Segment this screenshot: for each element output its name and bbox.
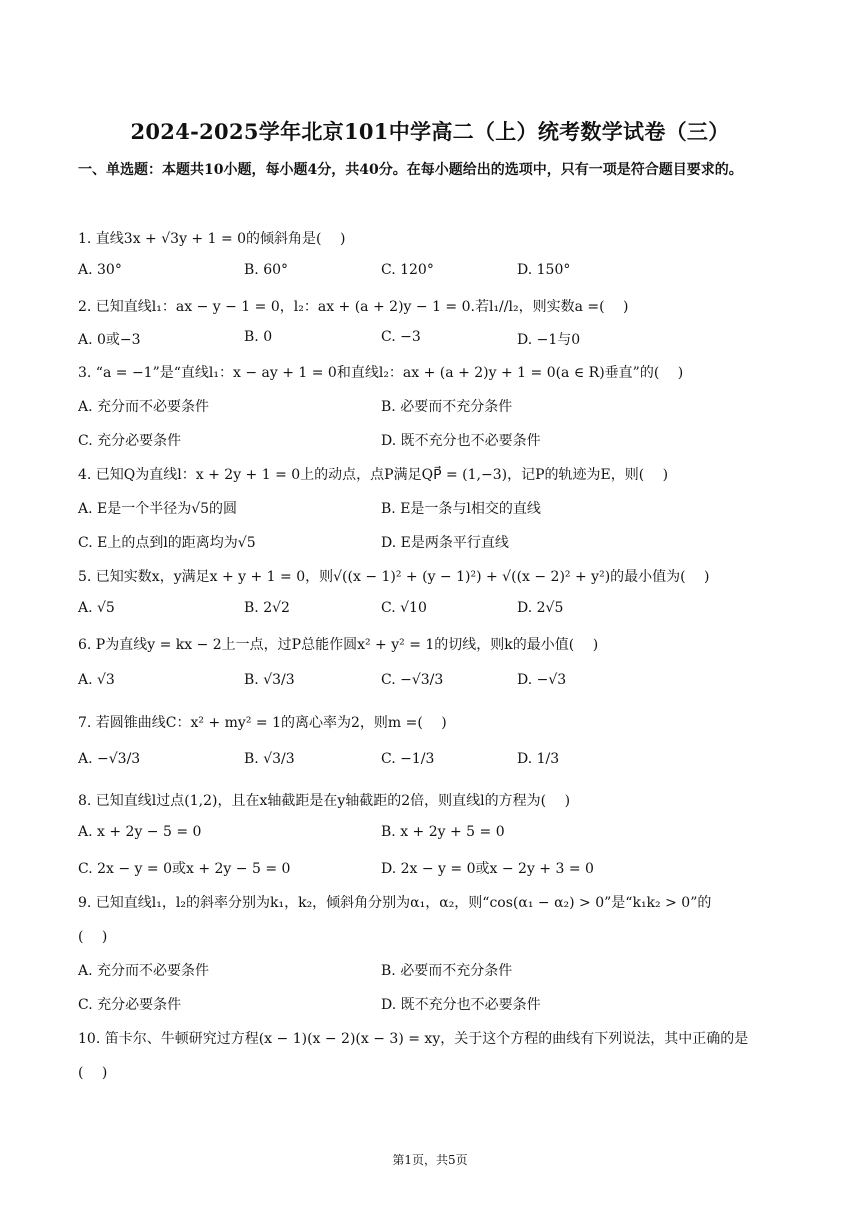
q6-option-c: C. −√3/3	[381, 672, 444, 688]
q4-option-b: B. E是一条与l相交的直线	[381, 501, 541, 517]
q1-option-b: B. 60°	[244, 262, 289, 278]
question-5-stem: 5. 已知实数x，y满足x + y + 1 = 0，则√((x − 1)² + (y − 1)²) + √((x − 2)² + y²)的最小值为( )	[78, 569, 710, 585]
q4-option-a: A. E是一个半径为√5的圆	[78, 501, 238, 517]
q9-option-c: C. 充分必要条件	[78, 997, 182, 1013]
q1-option-a: A. 30°	[78, 262, 122, 278]
q3-option-a: A. 充分而不必要条件	[78, 399, 210, 415]
q4-option-c: C. E上的点到l的距离均为√5	[78, 535, 256, 551]
q2-option-d: D. −1与0	[517, 332, 581, 348]
q5-option-a: A. √5	[78, 600, 115, 616]
q3-option-c: C. 充分必要条件	[78, 433, 182, 449]
q9-option-d: D. 既不充分也不必要条件	[381, 997, 541, 1013]
q3-option-d: D. 既不充分也不必要条件	[381, 433, 541, 449]
section-heading: 一、单选题：本题共10小题，每小题4分，共40分。在每小题给出的选项中，只有一项是符合题目要求的。	[78, 162, 743, 178]
q2-option-c: C. −3	[381, 329, 421, 345]
q6-option-b: B. √3/3	[244, 672, 295, 688]
q8-option-c: C. 2x − y = 0或x + 2y − 5 = 0	[78, 861, 291, 877]
question-9-stem: 9. 已知直线l₁，l₂的斜率分别为k₁，k₂，倾斜角分别为α₁，α₂，则“cos(α₁ − α₂) > 0”是“k₁k₂ > 0”的	[78, 895, 712, 911]
question-1-stem: 1. 直线3x + √3y + 1 = 0的倾斜角是( )	[78, 231, 346, 247]
question-8-stem: 8. 已知直线l过点(1,2)，且在x轴截距是在y轴截距的2倍，则直线l的方程为( )	[78, 793, 571, 809]
question-10-stem-cont: ( )	[78, 1065, 108, 1081]
page-title: 2024-2025学年北京101中学高二（上）统考数学试卷（三）	[130, 119, 730, 144]
question-10-stem: 10. 笛卡尔、牛顿研究过方程(x − 1)(x − 2)(x − 3) = xy，关于这个方程的曲线有下列说法，其中正确的是	[78, 1031, 749, 1047]
question-4-stem: 4. 已知Q为直线l：x + 2y + 1 = 0上的动点，点P满足QP⃗ = (1,−3)，记P的轨迹为E，则( )	[78, 467, 669, 483]
q7-option-d: D. 1/3	[517, 751, 560, 767]
q9-option-a: A. 充分而不必要条件	[78, 963, 210, 979]
q1-option-c: C. 120°	[381, 262, 434, 278]
q3-option-b: B. 必要而不充分条件	[381, 399, 513, 415]
question-9-stem-cont: ( )	[78, 929, 108, 945]
q9-option-b: B. 必要而不充分条件	[381, 963, 513, 979]
q2-option-b: B. 0	[244, 329, 273, 345]
q5-option-b: B. 2√2	[244, 600, 290, 616]
question-2-stem: 2. 已知直线l₁：ax − y − 1 = 0，l₂：ax + (a + 2)y − 1 = 0.若l₁//l₂，则实数a =( )	[78, 299, 629, 315]
q8-option-d: D. 2x − y = 0或x − 2y + 3 = 0	[381, 861, 594, 877]
q2-option-a: A. 0或−3	[78, 332, 141, 348]
q6-option-d: D. −√3	[517, 672, 567, 688]
q7-option-b: B. √3/3	[244, 751, 295, 767]
q8-option-b: B. x + 2y + 5 = 0	[381, 824, 505, 840]
q7-option-c: C. −1/3	[381, 751, 435, 767]
q8-option-a: A. x + 2y − 5 = 0	[78, 824, 202, 840]
page-footer: 第1页，共5页	[392, 1153, 468, 1167]
question-7-stem: 7. 若圆锥曲线C：x² + my² = 1的离心率为2，则m =( )	[78, 715, 447, 731]
question-3-stem: 3. “a = −1”是“直线l₁：x − ay + 1 = 0和直线l₂：ax + (a + 2)y + 1 = 0(a ∈ R)垂直”的( )	[78, 365, 684, 381]
q5-option-c: C. √10	[381, 600, 427, 616]
q6-option-a: A. √3	[78, 672, 115, 688]
q5-option-d: D. 2√5	[517, 600, 564, 616]
q1-option-d: D. 150°	[517, 262, 571, 278]
q7-option-a: A. −√3/3	[78, 751, 141, 767]
question-6-stem: 6. P为直线y = kx − 2上一点，过P总能作圆x² + y² = 1的切线，则k的最小值( )	[78, 637, 599, 653]
q4-option-d: D. E是两条平行直线	[381, 535, 509, 551]
